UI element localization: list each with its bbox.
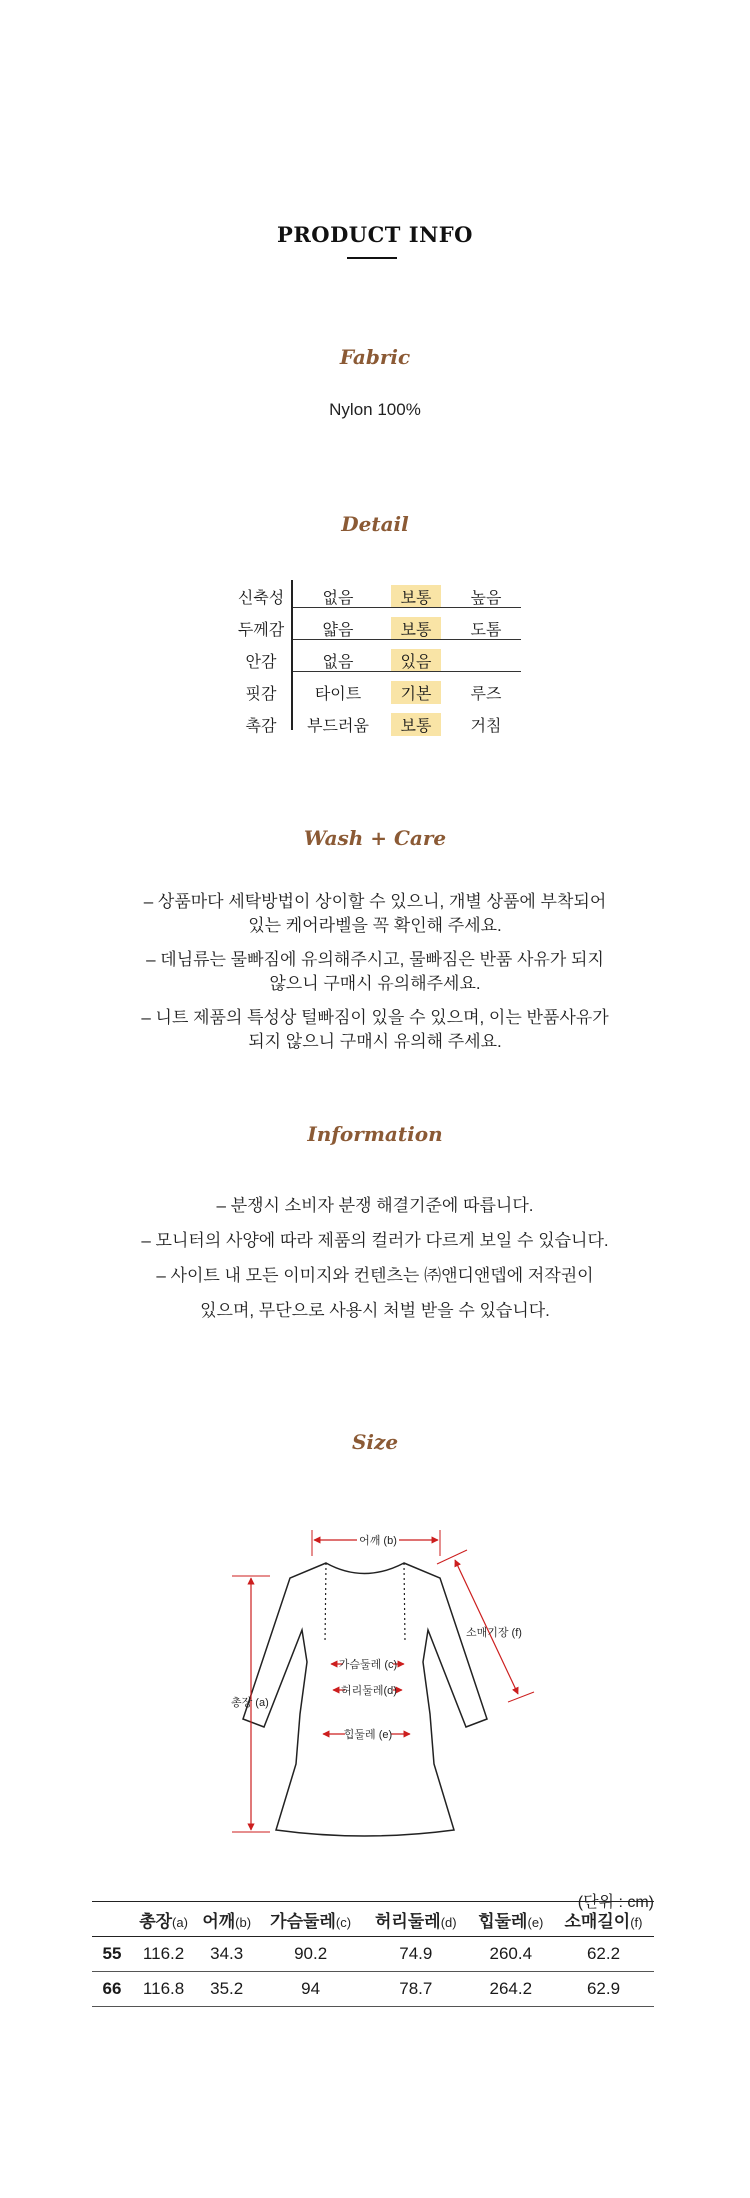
size-col-header: 허리둘레(d): [374, 1911, 457, 1931]
detail-option: 얇음: [322, 622, 354, 639]
detail-label: 두께감: [237, 622, 285, 639]
table-row: [92, 1972, 654, 2007]
detail-option: 루즈: [470, 686, 502, 703]
wash-line: – 데님류는 물빠짐에 유의해주시고, 물빠짐은 반품 사유가 되지: [146, 950, 604, 969]
fabric-value: Nylon 100%: [329, 400, 421, 419]
value-cell: 35.2: [210, 1979, 244, 1998]
detail-option: 없음: [322, 654, 354, 671]
detail-option-selected: 기본: [391, 681, 441, 704]
value-cell: 34.3: [210, 1944, 244, 1963]
detail-title: Detail: [341, 512, 409, 536]
info-line: – 분쟁시 소비자 분쟁 해결기준에 따릅니다.: [216, 1196, 534, 1215]
wash-line: 않으니 구매시 유의해주세요.: [269, 974, 481, 993]
wash-care-title: Wash + Care: [303, 826, 447, 850]
value-cell: 264.2: [489, 1979, 533, 1998]
size-col-header: 소매길이(f): [564, 1911, 643, 1931]
value-cell: 74.9: [399, 1944, 433, 1963]
unit-label: (단위 : cm): [577, 1894, 654, 1911]
size-col-header: 총장(a): [139, 1911, 188, 1931]
value-cell: 94: [301, 1979, 321, 1998]
info-line: 있으며, 무단으로 사용시 처벌 받을 수 있습니다.: [200, 1301, 550, 1320]
wash-line: 있는 케어라벨을 꼭 확인해 주세요.: [248, 916, 502, 935]
length-label: 총장 (a): [231, 1697, 269, 1709]
waist-label: 허리둘레(d): [341, 1685, 397, 1697]
detail-option-selected: 보통: [391, 713, 441, 736]
info-line: – 사이트 내 모든 이미지와 컨텐츠는 ㈜앤디앤뎁에 저작권이: [156, 1266, 594, 1285]
wash-line: – 니트 제품의 특성상 털빠짐이 있을 수 있으며, 이는 반품사유가: [141, 1008, 609, 1027]
size-cell: 55: [102, 1944, 122, 1963]
detail-option-selected: 있음: [391, 649, 441, 672]
shoulder-label: 어깨 (b): [359, 1535, 397, 1547]
fabric-title: Fabric: [339, 345, 411, 369]
size-cell: 66: [102, 1979, 122, 1998]
detail-option: 없음: [322, 590, 354, 607]
size-col-header: 어깨(b): [202, 1911, 252, 1931]
detail-label: 신축성: [237, 590, 285, 607]
value-cell: 90.2: [294, 1944, 328, 1963]
size-table: [92, 1901, 654, 2007]
value-cell: 62.2: [586, 1944, 621, 1963]
detail-option: 거침: [470, 718, 502, 735]
detail-option: 도톰: [470, 622, 502, 639]
size-col-header: [92, 1902, 132, 1937]
page-title: PRODUCT INFO: [277, 222, 473, 247]
value-cell: 78.7: [399, 1979, 433, 1998]
size-col-header: 힙둘레(e): [478, 1911, 544, 1931]
detail-option-selected: 보통: [391, 585, 441, 608]
size-col-header: 가슴둘레(c): [270, 1911, 352, 1931]
value-cell: 62.9: [586, 1979, 621, 1998]
information-title: Information: [307, 1122, 443, 1146]
value-cell: 116.2: [142, 1944, 185, 1963]
size-title: Size: [351, 1430, 399, 1454]
chest-label: 가슴둘레 (c): [338, 1659, 398, 1671]
detail-label: 핏감: [245, 686, 277, 703]
detail-option: 높음: [470, 590, 502, 607]
info-line: – 모니터의 사양에 따라 제품의 컬러가 다르게 보일 수 있습니다.: [141, 1231, 609, 1250]
dress-outline: [243, 1563, 487, 1836]
table-row: [92, 1937, 654, 1972]
detail-option: 부드러움: [307, 718, 369, 735]
detail-label: 촉감: [245, 718, 277, 735]
value-cell: 116.8: [142, 1979, 185, 1998]
wash-line: – 상품마다 세탁방법이 상이할 수 있으니, 개별 상품에 부착되어: [143, 892, 607, 911]
detail-option-selected: 보통: [391, 617, 441, 640]
detail-label: 안감: [245, 654, 277, 671]
hip-label: 힙둘레 (e): [343, 1729, 393, 1741]
sleeve-label: 소매기장 (f): [466, 1627, 522, 1639]
value-cell: 260.4: [489, 1944, 533, 1963]
detail-option: 타이트: [314, 686, 362, 703]
wash-line: 되지 않으니 구매시 유의해 주세요.: [248, 1032, 502, 1051]
size-table-header: [92, 1902, 654, 1937]
